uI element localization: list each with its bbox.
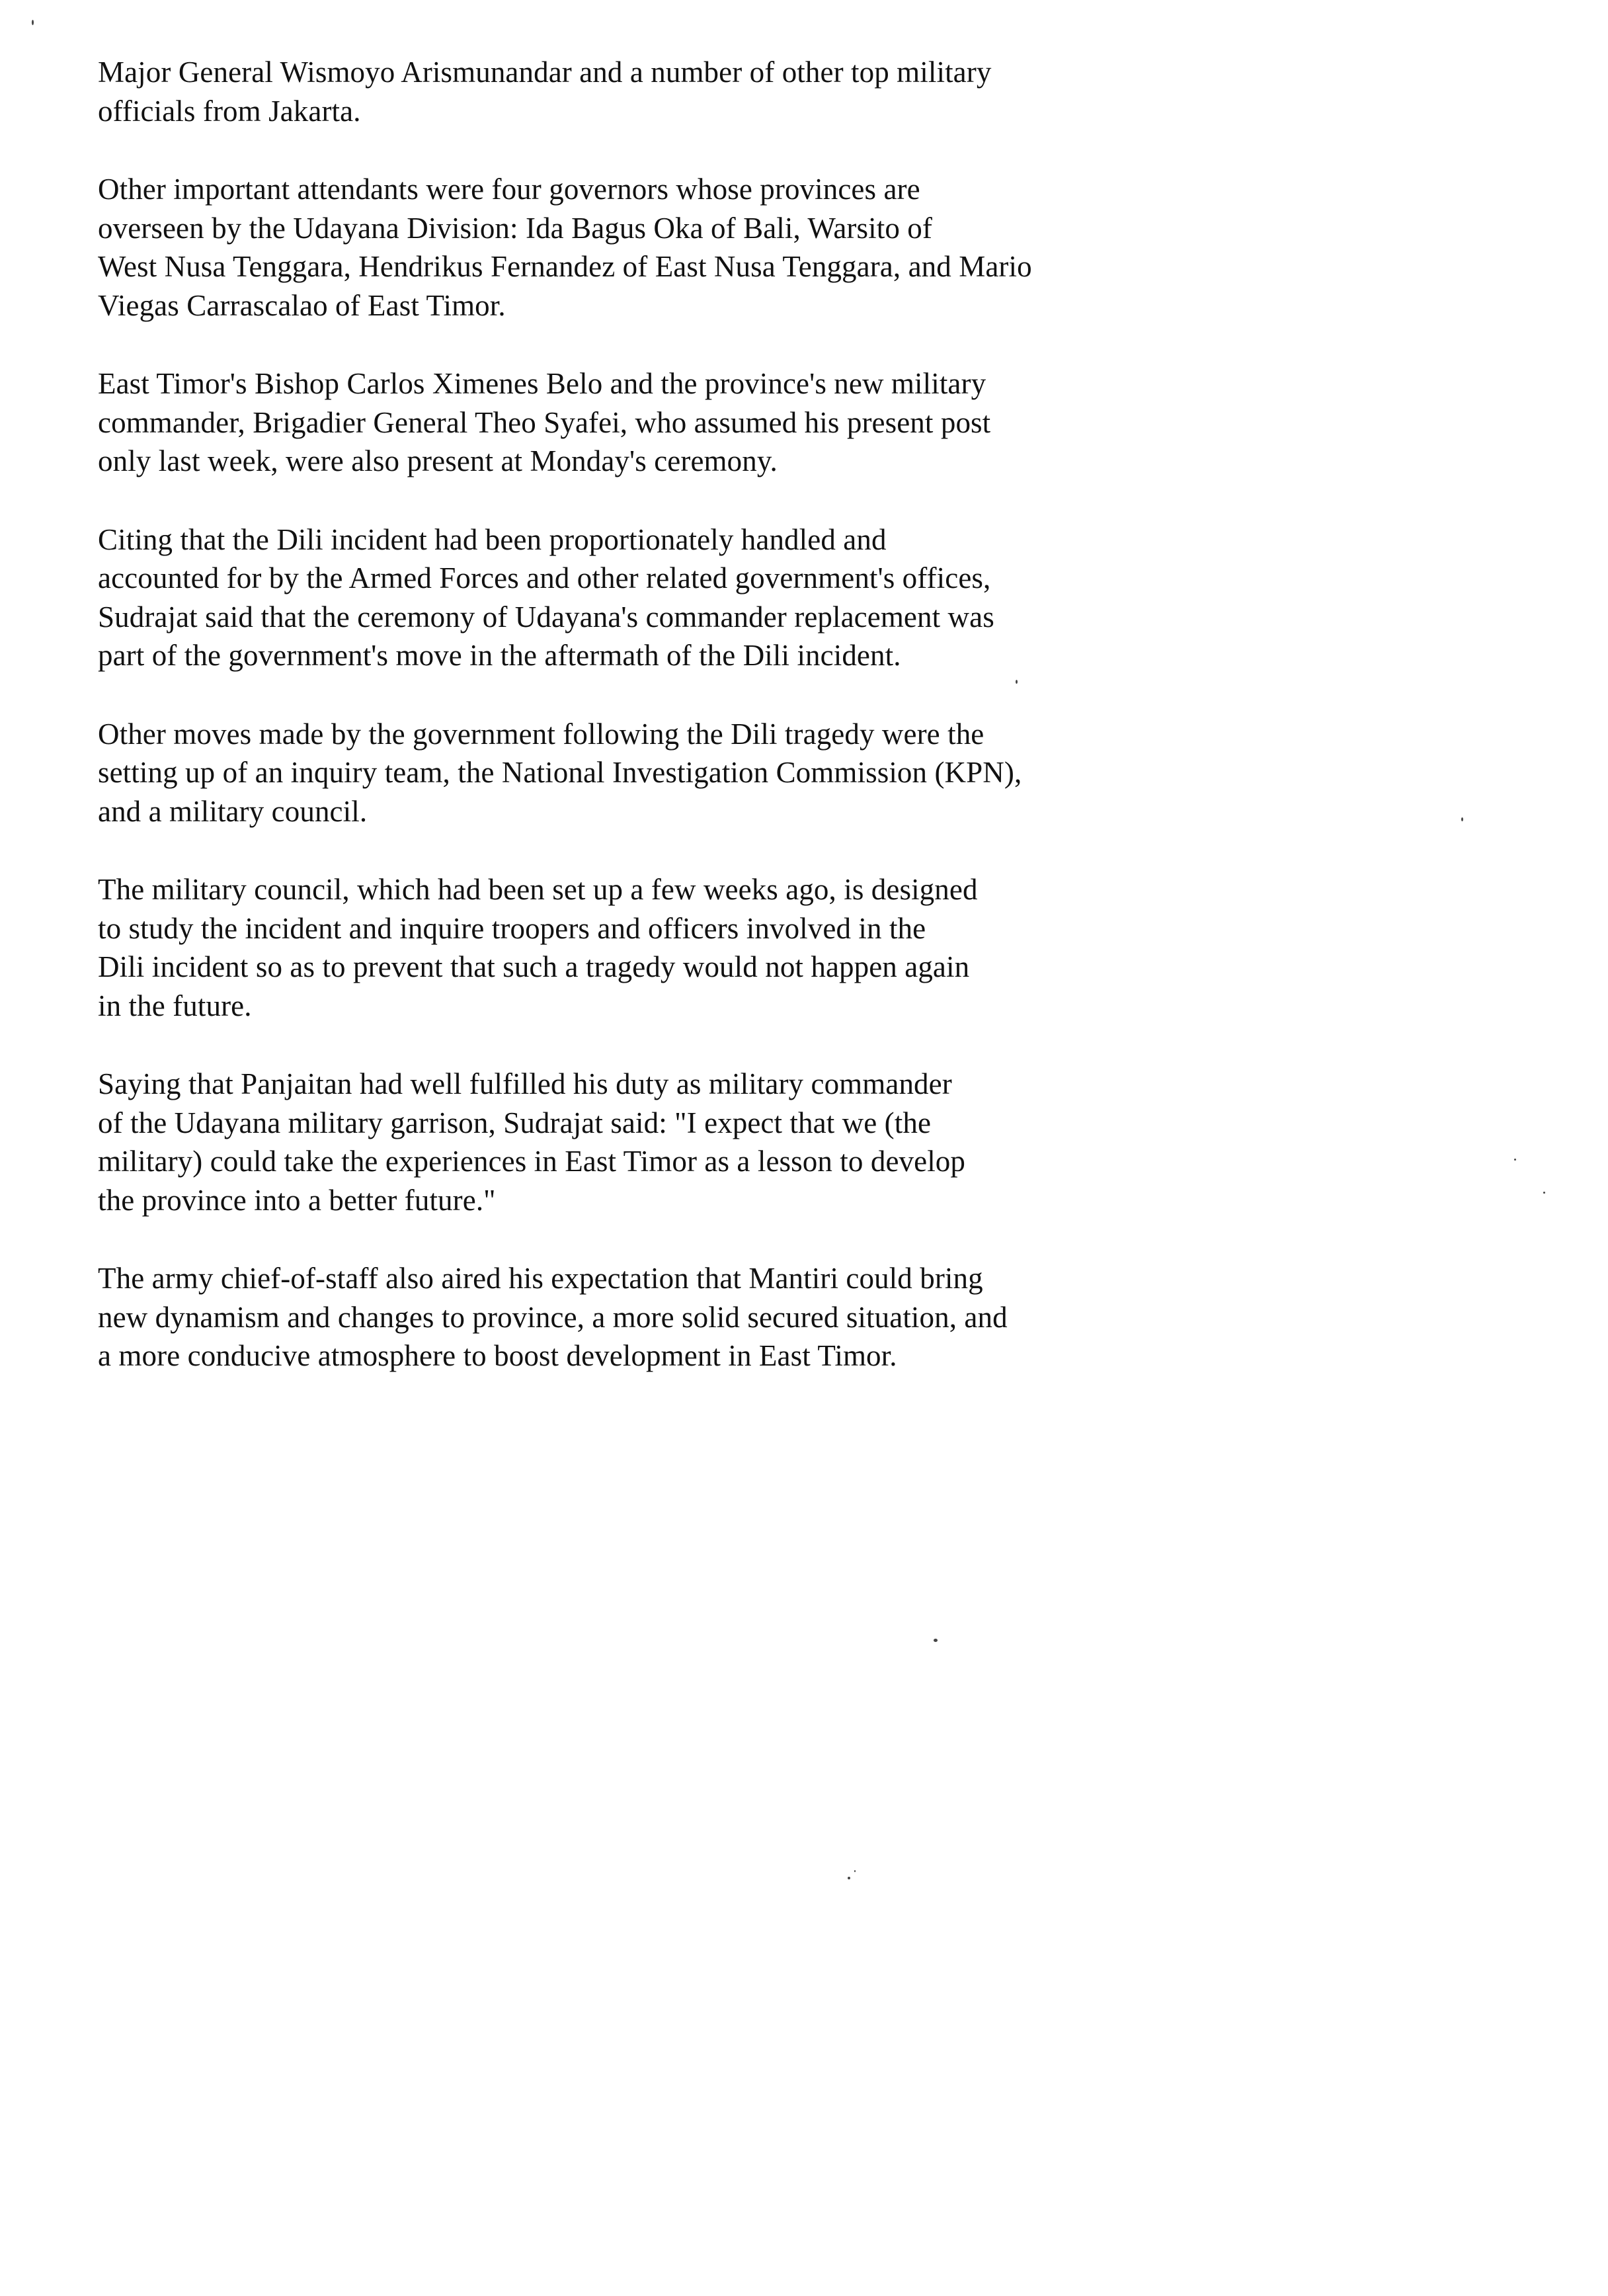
text-line: West Nusa Tenggara, Hendrikus Fernandez of East Nusa Tenggara, and Mario (98, 250, 1032, 283)
text-line: a more conducive atmosphere to boost development in East Timor. (98, 1339, 897, 1372)
text-line: the province into a better future." (98, 1183, 496, 1217)
scan-speck (1543, 1192, 1545, 1194)
text-line: Saying that Panjaitan had well fulfilled his duty as military commander (98, 1067, 952, 1100)
text-line: The military council, which had been set up a few weeks ago, is designed (98, 873, 978, 906)
text-line: officials from Jakarta. (98, 94, 361, 128)
scan-speck (854, 1870, 856, 1872)
scan-speck (1016, 680, 1018, 684)
document-body (98, 53, 1209, 1415)
text-line: to study the incident and inquire troopers and officers involved in the (98, 911, 926, 945)
text-line: Other moves made by the government following the Dili tragedy were the (98, 717, 985, 751)
paragraph-4 (98, 520, 1209, 675)
text-line: commander, Brigadier General Theo Syafei, who assumed his present post (98, 405, 991, 439)
text-line: and a military council. (98, 794, 368, 828)
text-line: Other important attendants were four governors whose provinces are (98, 173, 920, 206)
text-line: The army chief-of-staff also aired his expectation that Mantiri could bring (98, 1262, 983, 1295)
text-line: accounted for by the Armed Forces and other related government's offices, (98, 561, 991, 594)
text-line: only last week, were also present at Monday's ceremony. (98, 444, 778, 477)
text-line: Viegas Carrascalao of East Timor. (98, 288, 506, 322)
text-line: setting up of an inquiry team, the National Investigation Commission (KPN), (98, 756, 1022, 789)
text-line: new dynamism and changes to province, a more solid secured situation, and (98, 1300, 1008, 1334)
paragraph-3 (98, 364, 1209, 481)
scan-speck (848, 1877, 850, 1879)
text-line: part of the government's move in the aftermath of the Dili incident. (98, 639, 901, 672)
paragraph-1 (98, 53, 1209, 130)
text-line: of the Udayana military garrison, Sudrajat said: "I expect that we (the (98, 1106, 932, 1139)
paragraph-5 (98, 715, 1209, 831)
paragraph-2 (98, 170, 1209, 325)
paragraph-6 (98, 870, 1209, 1025)
scan-speck (32, 20, 34, 25)
paragraph-7 (98, 1065, 1209, 1219)
text-line: military) could take the experiences in East Timor as a lesson to develop (98, 1145, 965, 1178)
text-line: in the future. (98, 989, 252, 1022)
scan-speck (934, 1639, 938, 1642)
text-line: Major General Wismoyo Arismunandar and a number of other top military (98, 56, 992, 89)
text-line: overseen by the Udayana Division: Ida Bagus Oka of Bali, Warsito of (98, 211, 932, 245)
text-line: Citing that the Dili incident had been proportionately handled and (98, 522, 887, 556)
scan-speck (1514, 1159, 1516, 1161)
paragraph-8 (98, 1259, 1209, 1375)
text-line: Sudrajat said that the ceremony of Udayana's commander replacement was (98, 600, 994, 634)
text-line: East Timor's Bishop Carlos Ximenes Belo and the province's new military (98, 367, 986, 400)
text-line: Dili incident so as to prevent that such a tragedy would not happen again (98, 950, 970, 983)
scan-speck (1461, 817, 1463, 821)
